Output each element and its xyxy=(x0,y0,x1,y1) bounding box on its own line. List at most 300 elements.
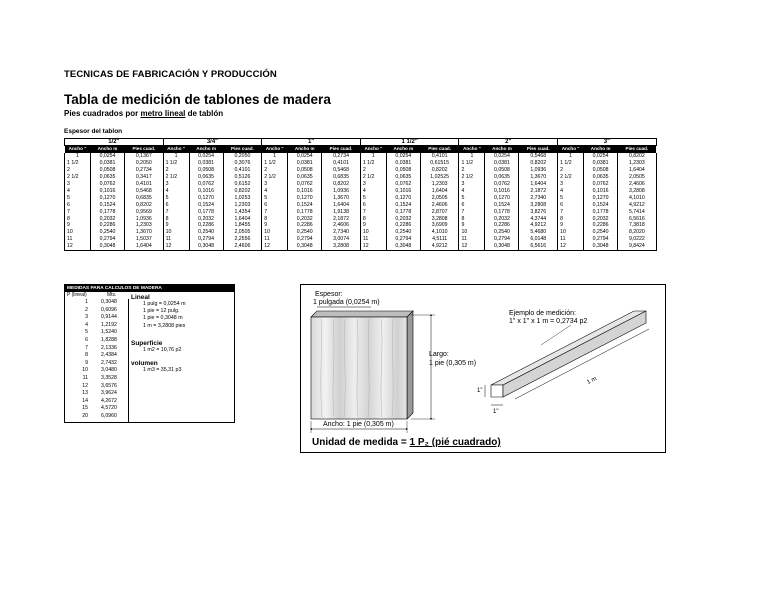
pies-value: 12 xyxy=(82,382,88,389)
ancho-m-cell: 0,2540 xyxy=(91,229,125,236)
column-header: Ancho m xyxy=(485,146,519,153)
ancho-m-cell: 0,0254 xyxy=(584,153,618,160)
ancho-m-cell: 0,0508 xyxy=(485,167,519,174)
ancho-in-cell: 12 xyxy=(65,243,91,250)
volumen-equivalence: 1 m3 = 35,31 p3 xyxy=(143,367,182,374)
ancho-m-cell: 0,1524 xyxy=(584,202,618,209)
ancho-m-cell: 0,1270 xyxy=(91,195,125,202)
table-row xyxy=(65,229,657,236)
ancho-m-cell: 0,1524 xyxy=(485,202,519,209)
lineal-list xyxy=(131,301,234,330)
ancho-m-cell: 0,0381 xyxy=(485,160,519,167)
pies-cuad-cell: 0,3076 xyxy=(223,160,262,167)
ancho-m-cell: 0,0508 xyxy=(288,167,322,174)
pies-cuad-cell: 4,9212 xyxy=(519,222,558,229)
ancho-m-cell: 0,2286 xyxy=(485,222,519,229)
ancho-in-cell: 9 xyxy=(262,222,288,229)
ancho-in-cell: 10 xyxy=(360,229,386,236)
ancho-in-cell: 8 xyxy=(459,216,485,223)
pies-cuad-cell: 1,2303 xyxy=(420,181,459,188)
ancho-in-cell: 8 xyxy=(558,216,584,223)
pies-cuad-cell: 1,2303 xyxy=(223,202,262,209)
ancho-in-cell: 9 xyxy=(163,222,189,229)
list-item xyxy=(65,329,128,337)
pies-cuad-cell: 0,6835 xyxy=(322,174,361,181)
pies-value: 1 xyxy=(85,299,88,305)
ancho-m-cell: 0,3048 xyxy=(584,243,618,250)
ancho-in-cell: 1 1/2 xyxy=(262,160,288,167)
pies-cuad-cell: 4,1010 xyxy=(420,229,459,236)
ancho-m-cell: 0,2794 xyxy=(485,236,519,243)
list-item xyxy=(65,413,128,421)
column-header: Ancho " xyxy=(459,146,485,153)
mts-value: 2,1336 xyxy=(101,344,117,351)
pies-cuad-cell: 3,2808 xyxy=(420,216,459,223)
pies-cuad-cell: 1,6404 xyxy=(223,216,262,223)
unit-value: 1 P₂ (pié cuadrado) xyxy=(409,437,501,448)
unit-equivalences xyxy=(131,292,234,374)
ancho-m-cell: 0,2540 xyxy=(485,229,519,236)
pies-cuad-cell: 0,4101 xyxy=(125,181,164,188)
list-item xyxy=(65,390,128,398)
ancho-m-cell: 0,2286 xyxy=(584,222,618,229)
ancho-in-cell: 9 xyxy=(65,222,91,229)
ancho-in-cell: 5 xyxy=(262,195,288,202)
ancho-in-cell: 5 xyxy=(360,195,386,202)
table-row xyxy=(65,174,657,181)
pies-cuad-cell: 1,6404 xyxy=(125,243,164,250)
ancho-in-cell: 1 xyxy=(558,153,584,160)
superficie-title: Superficie xyxy=(131,339,163,347)
pies-cuad-cell: 0,6835 xyxy=(125,195,164,202)
table-row xyxy=(65,188,657,195)
pies-value: 5 xyxy=(85,329,88,336)
pies-value: 13 xyxy=(82,390,88,397)
ancho-m-cell: 0,0381 xyxy=(288,160,322,167)
ancho-in-cell: 6 xyxy=(65,202,91,209)
pies-cuad-cell: 0,5468 xyxy=(125,188,164,195)
pies-value: 10 xyxy=(82,367,88,374)
pies-cuad-cell: 1,8455 xyxy=(223,222,262,229)
table-row xyxy=(65,202,657,209)
ancho-m-cell: 0,1016 xyxy=(288,188,322,195)
ancho-in-cell: 1 1/2 xyxy=(558,160,584,167)
pies-cuad-cell: 0,4101 xyxy=(420,153,459,160)
mts-value: 2,7432 xyxy=(101,359,117,366)
ancho-in-cell: 5 xyxy=(558,195,584,202)
table-row xyxy=(65,209,657,216)
ancho-in-cell: 1 1/2 xyxy=(65,160,91,167)
superficie-equivalence: 1 m2 = 10,76 p2 xyxy=(143,346,182,353)
ancho-m-cell: 0,1270 xyxy=(189,195,223,202)
beam-length-label: 1 m xyxy=(586,376,598,386)
unit-of-measure xyxy=(312,437,501,448)
ancho-in-cell: 2 1/2 xyxy=(262,174,288,181)
measures-header: MEDIDAS PARA CALCULOS DE MADERA xyxy=(65,285,234,292)
pies-cuad-cell: 2,4606 xyxy=(618,181,657,188)
pies-cuad-cell: 4,1010 xyxy=(618,195,657,202)
ancho-in-cell: 6 xyxy=(360,202,386,209)
ancho-m-cell: 0,1016 xyxy=(386,188,420,195)
board-side-edge xyxy=(407,311,413,419)
pies-cuad-cell: 1,6404 xyxy=(322,202,361,209)
list-item xyxy=(65,398,128,406)
ancho-m-cell: 0,3048 xyxy=(485,243,519,250)
ancho-m-cell: 0,2032 xyxy=(584,216,618,223)
mts-value: 1,8288 xyxy=(101,336,117,343)
column-header: Pies cuad. xyxy=(618,146,657,153)
ancho-m-cell: 0,0381 xyxy=(386,160,420,167)
column-header: Pies cuad. xyxy=(519,146,558,153)
ejemplo-value: 1" x 1" x 1 m = 0,2734 p2 xyxy=(509,318,588,325)
ancho-m-cell: 0,1524 xyxy=(91,202,125,209)
ancho-m-cell: 0,0254 xyxy=(91,153,125,160)
ancho-in-cell: 1 xyxy=(360,153,386,160)
beam-height-label: 1" xyxy=(477,388,483,394)
pies-value: 9 xyxy=(85,359,88,366)
ancho-m-cell: 0,2540 xyxy=(584,229,618,236)
ancho-in-cell: 4 xyxy=(459,188,485,195)
mts-value: 2,4384 xyxy=(101,352,117,359)
pies-cuad-cell: 1,3670 xyxy=(322,195,361,202)
thickness-group-header: 1/2" xyxy=(65,139,164,146)
ancho-m-cell: 0,2794 xyxy=(91,236,125,243)
pies-cuad-cell: 0,6152 xyxy=(223,181,262,188)
pies-cuad-cell: 2,4606 xyxy=(420,202,459,209)
pies-cuad-cell: 0,8202 xyxy=(223,188,262,195)
pies-cuad-cell: 1,3670 xyxy=(125,229,164,236)
ancho-in-cell: 2 xyxy=(459,167,485,174)
ancho-in-cell: 11 xyxy=(459,236,485,243)
mts-value: 0,6096 xyxy=(101,306,117,313)
pies-cuad-cell: 1,2303 xyxy=(618,160,657,167)
ancho-m-cell: 0,2286 xyxy=(189,222,223,229)
mts-value: 6,0960 xyxy=(101,412,117,419)
pies-cuad-cell: 1,2303 xyxy=(125,222,164,229)
ancho-m-cell: 0,2794 xyxy=(584,236,618,243)
column-header: Ancho " xyxy=(360,146,386,153)
ancho-in-cell: 1 1/2 xyxy=(163,160,189,167)
mts-value: 3,9624 xyxy=(101,390,117,397)
pies-cuad-cell: 0,4101 xyxy=(223,167,262,174)
pies-cuad-cell: 9,0222 xyxy=(618,236,657,243)
pies-value: 8 xyxy=(85,352,88,359)
ancho-in-cell: 12 xyxy=(360,243,386,250)
pies-cuad-cell: 6,5616 xyxy=(519,243,558,250)
ancho-in-cell: 9 xyxy=(360,222,386,229)
ancho-in-cell: 7 xyxy=(65,209,91,216)
ancho-m-cell: 0,1778 xyxy=(288,209,322,216)
ancho-in-cell: 4 xyxy=(558,188,584,195)
table-row xyxy=(65,243,657,250)
pies-cuad-cell: 0,8202 xyxy=(420,167,459,174)
pies-cuad-cell: 8,2020 xyxy=(618,229,657,236)
ancho-m-cell: 0,1270 xyxy=(485,195,519,202)
ancho-m-cell: 0,0635 xyxy=(189,174,223,181)
pies-cuad-cell: 2,8707 xyxy=(420,209,459,216)
mts-value: 3,0480 xyxy=(101,367,117,374)
pies-cuad-cell: 4,9212 xyxy=(420,243,459,250)
pies-value: 15 xyxy=(82,405,88,412)
thickness-group-header: 3" xyxy=(558,139,657,146)
ancho-in-cell: 4 xyxy=(163,188,189,195)
ancho-m-cell: 0,0635 xyxy=(91,174,125,181)
ancho-m-cell: 0,1270 xyxy=(288,195,322,202)
table-row xyxy=(65,160,657,167)
ancho-in-cell: 2 1/2 xyxy=(163,174,189,181)
ancho-m-cell: 0,1778 xyxy=(584,209,618,216)
board-diagram xyxy=(300,284,666,453)
ancho-in-cell: 9 xyxy=(459,222,485,229)
pies-cuad-cell: 5,7414 xyxy=(618,209,657,216)
ancho-in-cell: 8 xyxy=(163,216,189,223)
ancho-m-cell: 0,2032 xyxy=(91,216,125,223)
pies-cuad-cell: 2,1872 xyxy=(519,188,558,195)
column-header: Pies cuad. xyxy=(420,146,459,153)
lineal-equivalence: 1 pie = 12 pulg. xyxy=(143,308,180,315)
pies-value: 2 xyxy=(85,306,88,313)
pies-cuad-cell: 1,9138 xyxy=(322,209,361,216)
ancho-in-cell: 3 xyxy=(163,181,189,188)
pies-cuad-cell: 3,2808 xyxy=(618,188,657,195)
unit-pre: Unidad de medida = xyxy=(312,437,410,448)
ancho-m-cell: 0,3048 xyxy=(386,243,420,250)
pies-cuad-cell: 1,4354 xyxy=(223,209,262,216)
ancho-m-cell: 0,1524 xyxy=(386,202,420,209)
table-row xyxy=(65,222,657,229)
pies-cuad-cell: 2,0505 xyxy=(420,195,459,202)
ancho-in-cell: 5 xyxy=(65,195,91,202)
pies-cuad-cell: 2,2556 xyxy=(223,236,262,243)
pies-value: 6 xyxy=(85,336,88,343)
list-item xyxy=(65,322,128,330)
ancho-in-cell: 3 xyxy=(459,181,485,188)
ancho-m-cell: 0,2540 xyxy=(288,229,322,236)
pies-cuad-cell: 2,0505 xyxy=(223,229,262,236)
thickness-group-header: 1 1/2" xyxy=(360,139,459,146)
ancho-m-cell: 0,0762 xyxy=(91,181,125,188)
ancho-in-cell: 2 1/2 xyxy=(65,174,91,181)
ancho-m-cell: 0,0762 xyxy=(386,181,420,188)
ancho-m-cell: 0,1270 xyxy=(584,195,618,202)
list-item xyxy=(65,405,128,413)
column-header: Ancho m xyxy=(288,146,322,153)
ancho-m-cell: 0,0508 xyxy=(91,167,125,174)
pies-value: 3 xyxy=(85,314,88,321)
column-header-row xyxy=(65,146,657,153)
ancho-in-cell: 8 xyxy=(360,216,386,223)
ancho-in-cell: 7 xyxy=(558,209,584,216)
pies-cuad-cell: 5,4680 xyxy=(519,229,558,236)
mts-value: 4,5720 xyxy=(101,405,117,412)
ancho-m-cell: 0,2286 xyxy=(288,222,322,229)
ancho-in-cell: 6 xyxy=(262,202,288,209)
pies-cuad-cell: 6,5616 xyxy=(618,216,657,223)
pies-cuad-cell: 2,4606 xyxy=(223,243,262,250)
col-pies-lineal: P (lineal) xyxy=(67,292,87,298)
pies-cuad-cell: 6,0148 xyxy=(519,236,558,243)
board-top-edge xyxy=(311,311,413,317)
pies-cuad-cell: 1,02525 xyxy=(420,174,459,181)
mts-value: 4,2672 xyxy=(101,397,117,404)
table-section-label: Espesor del tablon xyxy=(64,128,123,135)
list-item xyxy=(65,360,128,368)
subtitle-post: de tablón xyxy=(185,109,224,118)
pies-cuad-cell: 0,2734 xyxy=(322,153,361,160)
ancho-in-cell: 10 xyxy=(163,229,189,236)
pies-cuad-cell: 1,0253 xyxy=(223,195,262,202)
ancho-m-cell: 0,0762 xyxy=(189,181,223,188)
pies-cuad-cell: 0,8202 xyxy=(125,202,164,209)
superficie-list xyxy=(131,347,234,354)
ancho-m-cell: 0,0635 xyxy=(584,174,618,181)
ancho-m-cell: 0,1016 xyxy=(91,188,125,195)
pies-value: 4 xyxy=(85,321,88,328)
ancho-in-cell: 7 xyxy=(459,209,485,216)
ancho-m-cell: 0,0508 xyxy=(386,167,420,174)
column-header: Pies cuad. xyxy=(125,146,164,153)
pies-cuad-cell: 1,6404 xyxy=(420,188,459,195)
ancho-m-cell: 0,0762 xyxy=(485,181,519,188)
conversion-list xyxy=(65,299,129,423)
table-row xyxy=(65,216,657,223)
pies-cuad-cell: 1,6404 xyxy=(618,167,657,174)
ejemplo-leader xyxy=(541,325,571,345)
mts-value: 1,5240 xyxy=(101,329,117,336)
lineal-equivalence: 1 m = 3,2808 pies xyxy=(143,322,186,329)
measurement-table xyxy=(64,138,657,251)
column-header: Ancho m xyxy=(189,146,223,153)
thickness-group-header: 3/4" xyxy=(163,139,262,146)
pies-cuad-cell: 3,0074 xyxy=(322,236,361,243)
largo-value: 1 pie (0,305 m) xyxy=(429,360,477,367)
espesor-value: 1 pulgada (0,0254 m) xyxy=(313,299,380,306)
ancho-in-cell: 11 xyxy=(163,236,189,243)
pies-cuad-cell: 0,5468 xyxy=(519,153,558,160)
ancho-m-cell: 0,2794 xyxy=(386,236,420,243)
ancho-in-cell: 2 1/2 xyxy=(459,174,485,181)
espesor-label: Espesor: xyxy=(315,291,343,298)
ancho-in-cell: 1 xyxy=(163,153,189,160)
pies-cuad-cell: 1,0936 xyxy=(125,216,164,223)
ancho-m-cell: 0,3048 xyxy=(189,243,223,250)
pies-cuad-cell: 4,3744 xyxy=(519,216,558,223)
ancho-m-cell: 0,2794 xyxy=(189,236,223,243)
ancho-in-cell: 7 xyxy=(262,209,288,216)
ancho-m-cell: 0,0762 xyxy=(584,181,618,188)
thickness-group-header: 1" xyxy=(262,139,361,146)
column-header: Ancho " xyxy=(558,146,584,153)
ancho-in-cell: 8 xyxy=(65,216,91,223)
ancho-in-cell: 2 xyxy=(163,167,189,174)
volumen-list xyxy=(131,367,234,374)
mts-value: 1,2192 xyxy=(101,321,117,328)
ancho-in-cell: 11 xyxy=(360,236,386,243)
ancho-in-cell: 2 xyxy=(262,167,288,174)
ancho-m-cell: 0,0635 xyxy=(288,174,322,181)
ancho-in-cell: 11 xyxy=(65,236,91,243)
list-item xyxy=(65,307,128,315)
ancho-in-cell: 5 xyxy=(459,195,485,202)
list-item xyxy=(65,367,128,375)
ancho-in-cell: 2 1/2 xyxy=(558,174,584,181)
subtitle-pre: Pies cuadrados por xyxy=(64,109,141,118)
table-row xyxy=(65,167,657,174)
thickness-group-row xyxy=(65,139,657,146)
pies-cuad-cell: 0,1367 xyxy=(125,153,164,160)
ancho-m-cell: 0,2286 xyxy=(91,222,125,229)
table-row xyxy=(65,153,657,160)
ancho-in-cell: 1 xyxy=(459,153,485,160)
ancho-label: Ancho: 1 pie (0,305 m) xyxy=(323,421,394,428)
pies-value: 11 xyxy=(82,374,88,381)
ancho-m-cell: 0,1778 xyxy=(386,209,420,216)
ancho-in-cell: 7 xyxy=(163,209,189,216)
ancho-m-cell: 0,2032 xyxy=(485,216,519,223)
lineal-title: Lineal xyxy=(131,294,150,301)
pies-cuad-cell: 9,8424 xyxy=(618,243,657,250)
pies-cuad-cell: 2,7340 xyxy=(519,195,558,202)
ancho-m-cell: 0,0381 xyxy=(584,160,618,167)
pies-cuad-cell: 3,2808 xyxy=(322,243,361,250)
ancho-in-cell: 1 xyxy=(262,153,288,160)
beam-width-label: 1" xyxy=(493,409,499,415)
list-item xyxy=(65,314,128,322)
list-item xyxy=(65,352,128,360)
ancho-in-cell: 6 xyxy=(459,202,485,209)
ancho-m-cell: 0,3048 xyxy=(288,243,322,250)
table-row xyxy=(65,195,657,202)
ancho-m-cell: 0,1524 xyxy=(189,202,223,209)
volumen-title: volumen xyxy=(131,360,158,368)
pies-cuad-cell: 3,6909 xyxy=(420,222,459,229)
list-item xyxy=(65,299,128,307)
ancho-in-cell: 3 xyxy=(65,181,91,188)
ancho-in-cell: 1 xyxy=(65,153,91,160)
table-row xyxy=(65,236,657,243)
column-header: Ancho m xyxy=(91,146,125,153)
ejemplo-label: Ejemplo de medición: xyxy=(509,310,576,317)
pies-value: 7 xyxy=(85,344,88,351)
ancho-in-cell: 4 xyxy=(65,188,91,195)
ancho-in-cell: 10 xyxy=(65,229,91,236)
ancho-m-cell: 0,3048 xyxy=(91,243,125,250)
largo-label: Largo: xyxy=(429,351,449,358)
ancho-in-cell: 11 xyxy=(262,236,288,243)
ancho-in-cell: 3 xyxy=(262,181,288,188)
ancho-in-cell: 11 xyxy=(558,236,584,243)
ancho-m-cell: 0,0635 xyxy=(485,174,519,181)
ancho-m-cell: 0,2540 xyxy=(386,229,420,236)
ancho-in-cell: 1 1/2 xyxy=(360,160,386,167)
pies-cuad-cell: 1,0936 xyxy=(322,188,361,195)
ancho-m-cell: 0,1016 xyxy=(485,188,519,195)
pies-cuad-cell: 0,9569 xyxy=(125,209,164,216)
column-header: Ancho " xyxy=(65,146,91,153)
ancho-in-cell: 2 xyxy=(558,167,584,174)
ancho-m-cell: 0,0508 xyxy=(584,167,618,174)
ancho-in-cell: 9 xyxy=(558,222,584,229)
beam-end xyxy=(491,385,503,397)
subtitle xyxy=(64,109,223,118)
ancho-in-cell: 12 xyxy=(262,243,288,250)
ancho-in-cell: 6 xyxy=(558,202,584,209)
ancho-in-cell: 10 xyxy=(558,229,584,236)
pies-cuad-cell: 2,0505 xyxy=(618,174,657,181)
list-item xyxy=(65,345,128,353)
ancho-m-cell: 0,0254 xyxy=(288,153,322,160)
ancho-in-cell: 3 xyxy=(360,181,386,188)
